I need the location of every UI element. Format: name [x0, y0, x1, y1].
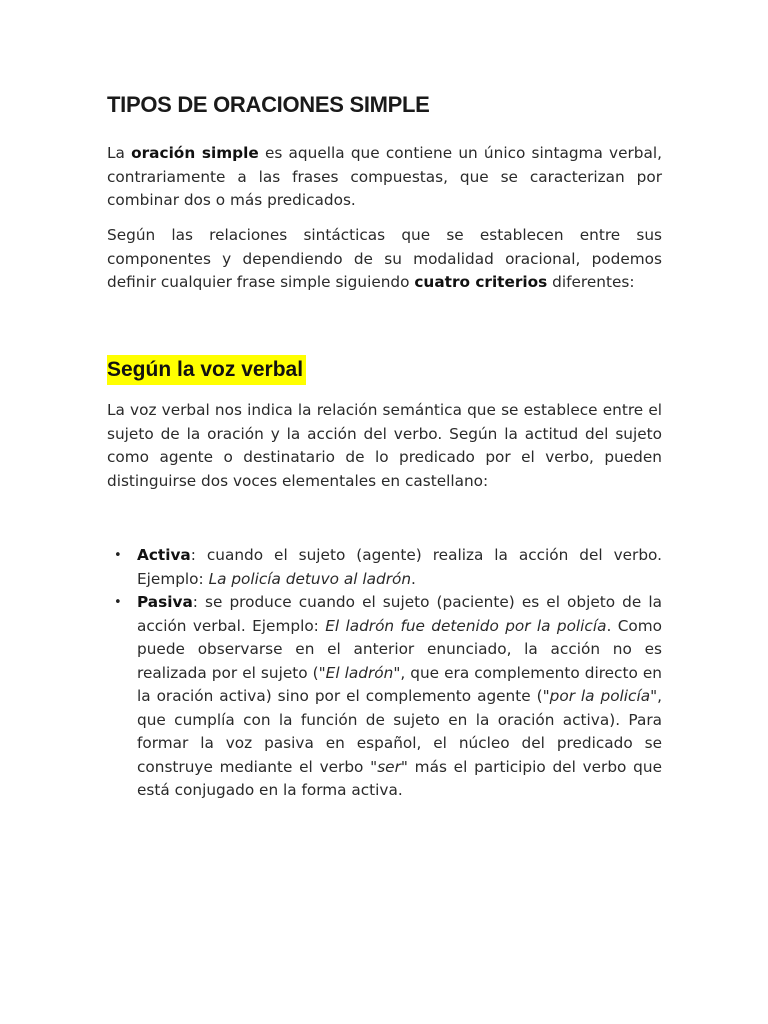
- pasiva-text-1: : se produce cuando el sujeto (paciente) es el objeto de la acción verbal. Ejemplo:: [137, 593, 662, 635]
- section-heading: Según la voz verbal: [107, 355, 306, 385]
- pasiva-quote-3: ser: [377, 757, 401, 776]
- pasiva-text-3: ", que era complemento directo en la oración activa) sino por el complemento agente (": [137, 663, 662, 705]
- document-title: TIPOS DE ORACIONES SIMPLE: [107, 92, 430, 117]
- list-item-pasiva: [107, 591, 662, 803]
- pasiva-term: Pasiva: [137, 593, 193, 611]
- pasiva-text-4: ", que cumplía con la función de sujeto en la oración activa). Para formar la voz pasiva en español, el núcleo del predicado se construye mediante el verbo ": [137, 687, 662, 776]
- activa-text: : cuando el sujeto (agente) realiza la acción del verbo. Ejemplo:: [137, 546, 662, 588]
- criteria-term: cuatro criterios: [414, 273, 548, 291]
- activa-term: Activa: [137, 546, 191, 564]
- voice-list: [107, 544, 662, 803]
- intro-term: oración simple: [131, 144, 259, 162]
- criteria-pre: Según las relaciones sintácticas que se establecen entre sus componentes y dependiendo de su modalidad oracional, podemos definir cualquier frase simple siguiendo: [107, 226, 662, 291]
- intro-pre: La: [107, 144, 132, 162]
- bullet-icon: •: [114, 595, 122, 610]
- criteria-post: diferentes:: [547, 273, 635, 291]
- intro-paragraph: [107, 142, 662, 213]
- bullet-icon: •: [114, 548, 122, 563]
- pasiva-example: El ladrón fue detenido por la policía: [325, 616, 607, 635]
- pasiva-quote-1: El ladrón: [325, 663, 394, 682]
- activa-end: .: [411, 569, 416, 588]
- criteria-paragraph: [107, 224, 662, 295]
- section-paragraph: La voz verbal nos indica la relación semántica que se establece entre el sujeto de la oración y la acción del verbo. Según la actitud del sujeto como agente o destinatario de lo predicado por el verbo, pueden distinguirse dos voces elementales en castellano:: [107, 401, 662, 490]
- list-item-activa: [107, 544, 662, 591]
- pasiva-text-5: " más el participio del verbo que está conjugado en la forma activa.: [137, 757, 662, 799]
- pasiva-quote-2: por la policía: [549, 687, 651, 705]
- intro-post: es aquella que contiene un único sintagma verbal, contrariamente a las frases compuestas, que se caracterizan por combinar dos o más predicados.: [107, 144, 662, 209]
- activa-example: La policía detuvo al ladrón: [208, 569, 412, 588]
- pasiva-text-2: . Como puede observarse en el anterior enunciado, la acción no es realizada por el sujeto (": [137, 616, 662, 682]
